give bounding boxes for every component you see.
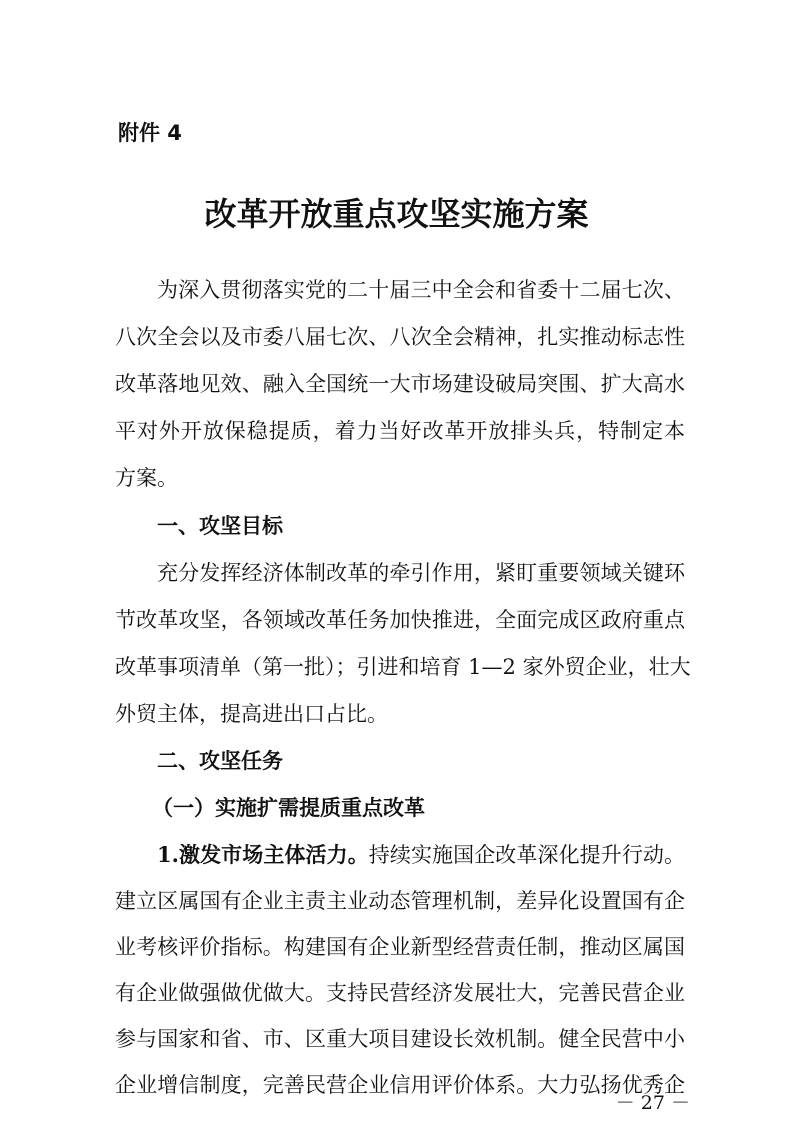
- goals-line: 改革事项清单（第一批）；引进和培育 1—2 家外贸企业，壮大: [115, 655, 691, 679]
- task-item-first-line: [157, 840, 685, 870]
- goals-line: 外贸主体，提高进出口占比。: [115, 702, 388, 726]
- document-title: 改革开放重点攻坚实施方案: [204, 195, 589, 233]
- goals-line: 充分发挥经济体制改革的牵引作用，紧盯重要领域关键环: [157, 561, 685, 585]
- goals-line: 节改革攻坚，各领域改革任务加快推进，全面完成区政府重点: [115, 608, 685, 632]
- intro-line: 方案。: [115, 466, 178, 490]
- task-line: 企业增信制度，完善民营企业信用评价体系。大力弘扬优秀企: [115, 1073, 685, 1097]
- task-line: 参与国家和省、市、区重大项目建设长效机制。健全民营中小: [115, 1027, 685, 1051]
- intro-line: 为深入贯彻落实党的二十届三中全会和省委十二届七次、: [157, 278, 685, 302]
- section-heading-tasks: 二、攻坚任务: [157, 749, 283, 773]
- intro-line: 八次全会以及市委八届七次、八次全会精神，扎实推动标志性: [115, 325, 685, 349]
- attachment-label: 附件 4: [118, 121, 182, 145]
- subsection-heading: （一）实施扩需提质重点改革: [152, 795, 425, 820]
- task-line: 有企业做强做优做大。支持民营经济发展壮大，完善民营企业: [115, 981, 685, 1005]
- task-line: 建立区属国有企业主责主业动态管理机制，差异化设置国有企: [115, 889, 685, 913]
- task-item-text: 持续实施国企改革深化提升行动。: [368, 843, 685, 867]
- task-line: 业考核评价指标。构建国有企业新型经营责任制，推动区属国: [115, 935, 685, 959]
- intro-line: 平对外开放保稳提质，着力当好改革开放排头兵，特制定本: [115, 419, 685, 443]
- page-number: － 27 －: [615, 1092, 690, 1114]
- intro-line: 改革落地见效、融入全国统一大市场建设破局突围、扩大高水: [115, 372, 685, 396]
- section-heading-goals: 一、攻坚目标: [157, 514, 283, 538]
- task-item-title: 1.激发市场主体活力。: [157, 842, 369, 867]
